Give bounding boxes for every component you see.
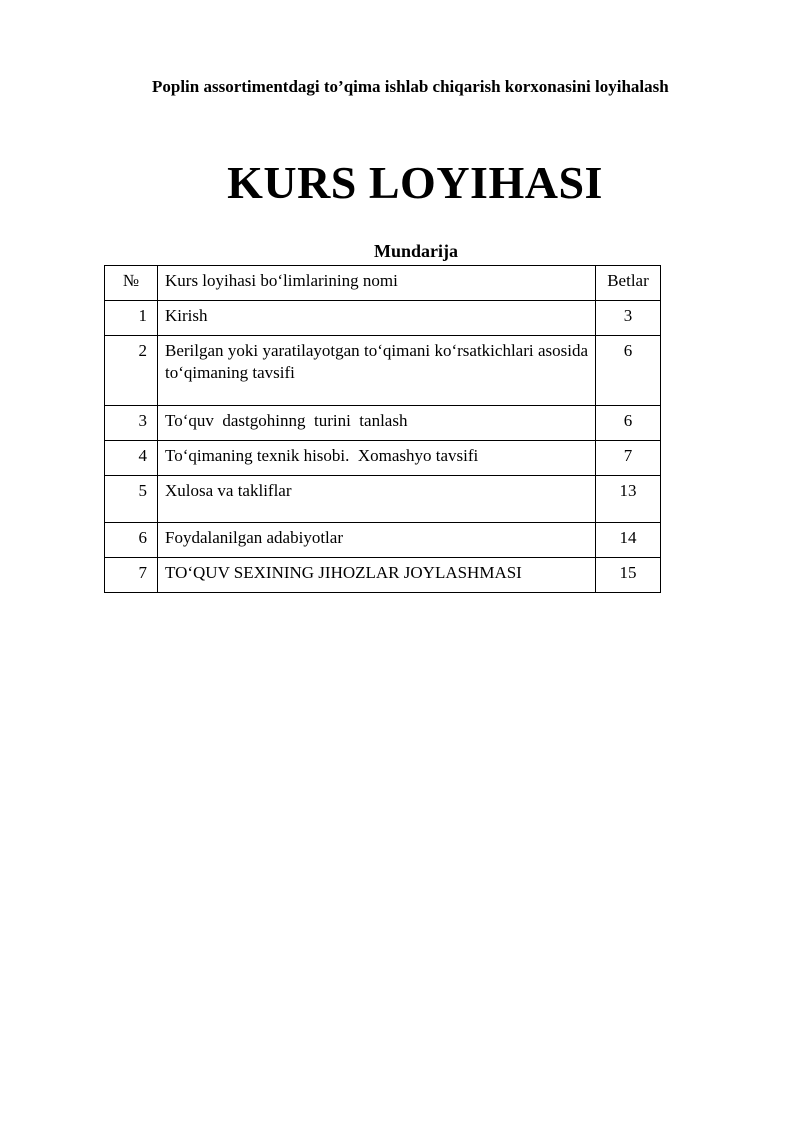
table-of-contents (104, 265, 661, 593)
page-title: KURS LOYIHASI (227, 157, 603, 208)
column-header-name: Kurs loyihasi bo‘limlarining nomi (158, 266, 596, 301)
row-section-name: Kirish (158, 301, 596, 336)
row-section-name: TO‘QUV SEXINING JIHOZLAR JOYLASHMASI (158, 558, 596, 593)
table-row (105, 336, 661, 406)
table-row (105, 558, 661, 593)
row-page-number: 13 (596, 476, 661, 523)
table-of-contents-title: Mundarija (373, 241, 458, 261)
row-section-name: Xulosa va takliflar (158, 476, 596, 523)
table-row (105, 441, 661, 476)
row-section-name: To‘qimaning texnik hisobi. Xomashyo tavsifi (158, 441, 596, 476)
document-subtitle: Poplin assortimentdagi to’qima ishlab chiqarish korxonasini loyihalash (152, 77, 669, 96)
row-number: 3 (105, 406, 158, 441)
row-page-number: 14 (596, 523, 661, 558)
row-page-number: 6 (596, 336, 661, 406)
row-page-number: 6 (596, 406, 661, 441)
row-page-number: 7 (596, 441, 661, 476)
row-number: 2 (105, 336, 158, 406)
row-section-name: Berilgan yoki yaratilayotgan to‘qimani ko‘rsatkichlari asosida to‘qimaning tavsifi (158, 336, 596, 406)
row-number: 6 (105, 523, 158, 558)
column-header-number: № (105, 266, 158, 301)
row-number: 1 (105, 301, 158, 336)
row-page-number: 15 (596, 558, 661, 593)
table-row (105, 301, 661, 336)
table-row (105, 406, 661, 441)
row-section-name: To‘quv dastgohinng turini tanlash (158, 406, 596, 441)
row-page-number: 3 (596, 301, 661, 336)
row-section-name: Foydalanilgan adabiyotlar (158, 523, 596, 558)
row-number: 5 (105, 476, 158, 523)
row-number: 7 (105, 558, 158, 593)
table-row (105, 523, 661, 558)
table-header-row (105, 266, 661, 301)
table-row (105, 476, 661, 523)
row-number: 4 (105, 441, 158, 476)
column-header-pages: Betlar (596, 266, 661, 301)
